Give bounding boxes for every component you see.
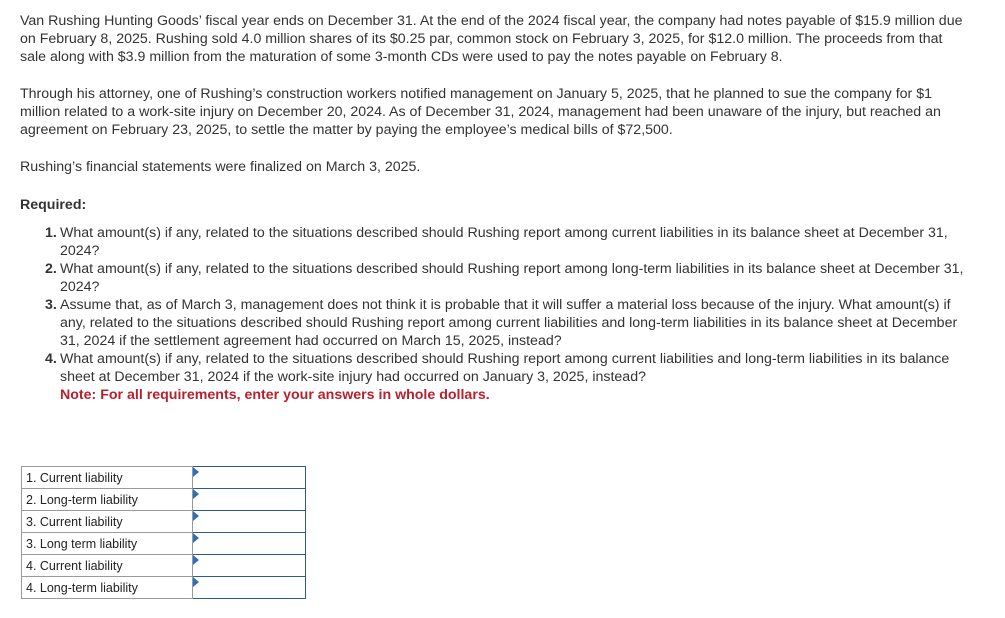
input-marker-icon [193,577,199,587]
long-term-liability-2-input[interactable] [193,489,305,510]
answer-row [22,467,306,489]
answer-row [22,577,306,599]
answer-input-cell [193,555,306,577]
input-marker-icon [193,511,199,521]
requirements-list [20,224,970,386]
answer-input-cell [193,489,306,511]
answer-row-label: 4. Current liability [22,555,193,577]
whole-dollars-note: Note: For all requirements, enter your answers in whole dollars. [60,387,490,403]
input-marker-icon [193,489,199,499]
requirement-text: What amount(s) if any, related to the situations described should Rushing report among long-term liabilities in its balance sheet at December 31, 2024? [60,261,964,295]
long-term-liability-3-input[interactable] [193,533,305,554]
answer-input-cell [193,511,306,533]
input-marker-icon [193,555,199,565]
scenario-paragraph-2: Through his attorney, one of Rushing’s construction workers notified management on January 5, 2025, that he planned to sue the company for $1 million related to a work-site injury on December 20, 2024. As of December 31, 2024, management had been unaware of the injury, but reached an agreement on February 23, 2025, to settle the matter by paying the employee’s medical bills of $72,500. [20,86,941,138]
problem-content [20,12,970,404]
current-liability-3-input[interactable] [193,511,305,532]
input-marker-icon [193,467,199,477]
answer-row-label: 2. Long-term liability [22,489,193,511]
scenario-paragraph-1: Van Rushing Hunting Goods’ fiscal year ends on December 31. At the end of the 2024 fiscal year, the company had notes payable of $15.9 million due on February 8, 2025. Rushing sold 4.0 million shares of its $0.25 par, common stock on February 3, 2025, for $12.0 million. The proceeds from that sale along with $3.9 million from the maturation of some 3-month CDs were used to pay the notes payable on February 8. [20,13,963,65]
answer-row [22,489,306,511]
requirement-number: 4. [45,351,57,367]
requirement-item [45,296,970,350]
answer-row-label: 4. Long-term liability [22,577,193,599]
answer-row-label: 3. Current liability [22,511,193,533]
requirement-item [45,260,970,296]
input-marker-icon [193,533,199,543]
answer-row [22,533,306,555]
answer-input-cell [193,533,306,555]
answer-row [22,555,306,577]
answer-row [22,511,306,533]
requirement-item [45,224,970,260]
requirement-text: What amount(s) if any, related to the situations described should Rushing report among current liabilities and long-term liabilities in its balance sheet at December 31, 2024 if the work-site injury had occurred on January 3, 2025, instead? [60,351,950,385]
requirement-number: 3. [45,297,57,313]
answer-input-cell [193,577,306,599]
requirement-text: Assume that, as of March 3, management does not think it is probable that it will suffer a material loss because of the injury. What amount(s) if any, related to the situations described should Rushing report among current liabilities and long-term liabilities in its balance sheet at December 31, 2024 if the settlement agreement had occurred on March 15, 2025, instead? [60,297,958,349]
requirement-number: 2. [45,261,57,277]
requirement-item [45,350,970,386]
current-liability-4-input[interactable] [193,555,305,576]
answer-input-cell [193,467,306,489]
required-heading: Required: [20,197,87,213]
answer-row-label: 1. Current liability [22,467,193,489]
answer-table [21,466,306,599]
current-liability-1-input[interactable] [193,467,305,488]
requirement-number: 1. [45,225,57,241]
answer-row-label: 3. Long term liability [22,533,193,555]
scenario-paragraph-3: Rushing’s financial statements were finalized on March 3, 2025. [20,159,421,175]
long-term-liability-4-input[interactable] [193,577,305,598]
requirement-text: What amount(s) if any, related to the situations described should Rushing report among current liabilities in its balance sheet at December 31, 2024? [60,225,948,259]
